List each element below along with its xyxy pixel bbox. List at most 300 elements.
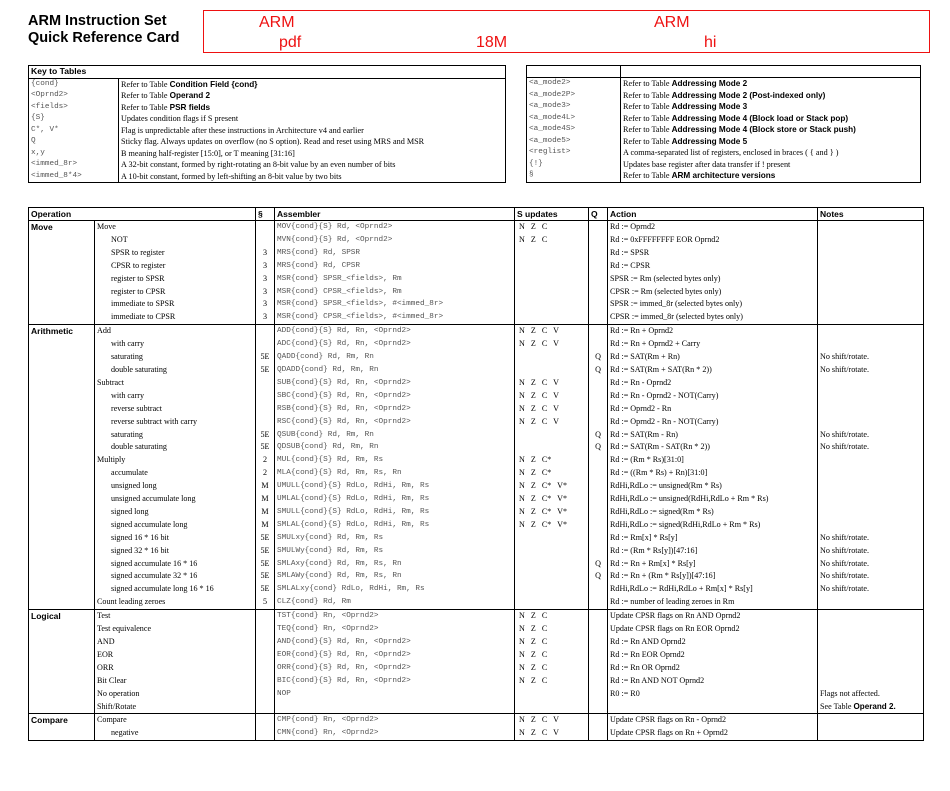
- operation-cell: SPSR to register: [95, 247, 256, 260]
- notes-cell: [818, 701, 924, 714]
- table-row: [29, 493, 924, 506]
- q-cell: [589, 480, 608, 493]
- q-cell: [589, 454, 608, 467]
- notes-text: No shift/rotate.: [820, 584, 870, 594]
- s-updates-cell: [515, 545, 589, 558]
- key-desc-text: Updates condition flags if S present: [121, 114, 239, 123]
- notes-cell: [818, 545, 924, 558]
- notes-cell: [818, 506, 924, 519]
- key-row: [29, 102, 506, 114]
- key-row: [527, 90, 921, 102]
- q-cell: [589, 298, 608, 311]
- action-cell: CPSR := Rm (selected bytes only): [608, 286, 818, 299]
- operation-cell: saturating: [95, 351, 256, 364]
- category-cell: Move: [29, 221, 95, 234]
- section-cell: 2: [256, 454, 275, 467]
- key-description: [119, 136, 506, 148]
- table-row: [29, 623, 924, 636]
- operation-cell: EOR: [95, 649, 256, 662]
- s-updates-cell: N Z C: [515, 649, 589, 662]
- key-desc-table-ref: Addressing Mode 5: [671, 136, 748, 146]
- assembler-cell: SMULxy{cond} Rd, Rm, Rs: [275, 532, 515, 545]
- key-description: [119, 78, 506, 90]
- section-cell: [256, 662, 275, 675]
- section-cell: [256, 727, 275, 740]
- action-cell: Rd := Oprnd2: [608, 221, 818, 234]
- s-updates-cell: N Z C: [515, 623, 589, 636]
- operation-cell: Move: [95, 221, 256, 234]
- q-cell: [589, 338, 608, 351]
- s-updates-cell: [515, 364, 589, 377]
- notes-text: See Table: [820, 701, 854, 711]
- table-row: [29, 377, 924, 390]
- action-cell: Rd := 0xFFFFFFFF EOR Oprnd2: [608, 234, 818, 247]
- notes-cell: [818, 493, 924, 506]
- assembler-cell: CLZ{cond} Rd, Rm: [275, 596, 515, 609]
- table-row: [29, 532, 924, 545]
- key-description: [119, 90, 506, 102]
- table-row: [29, 596, 924, 609]
- category-cell: [29, 441, 95, 454]
- key-desc-text: Refer to Table: [623, 79, 672, 88]
- s-updates-cell: N Z C V: [515, 714, 589, 727]
- notes-cell: [818, 273, 924, 286]
- key-symbol: <a_mode3>: [527, 101, 621, 113]
- assembler-cell: CMP{cond} Rn, <Oprnd2>: [275, 714, 515, 727]
- notes-cell: [818, 480, 924, 493]
- notes-cell: [818, 351, 924, 364]
- s-updates-cell: [515, 570, 589, 583]
- assembler-cell: ORR{cond}{S} Rd, Rn, <Oprnd2>: [275, 662, 515, 675]
- s-updates-cell: N Z C: [515, 221, 589, 234]
- category-cell: [29, 351, 95, 364]
- q-cell: [589, 649, 608, 662]
- q-cell: Q: [589, 558, 608, 571]
- assembler-cell: MRS{cond} Rd, CPSR: [275, 260, 515, 273]
- category-cell: [29, 403, 95, 416]
- q-cell: [589, 596, 608, 609]
- notes-text: No shift/rotate.: [820, 571, 870, 581]
- q-cell: [589, 623, 608, 636]
- table-row: [29, 273, 924, 286]
- table-row: [29, 662, 924, 675]
- header-s-updates: S updates: [515, 208, 589, 221]
- table-row: [29, 467, 924, 480]
- notes-cell: [818, 636, 924, 649]
- notes-cell: [818, 727, 924, 740]
- key-description: [119, 125, 506, 137]
- assembler-cell: MOV{cond}{S} Rd, <Oprnd2>: [275, 221, 515, 234]
- action-cell: Rd := SAT(Rm + SAT(Rn * 2)): [608, 364, 818, 377]
- key-desc-text: Refer to Table: [623, 90, 672, 100]
- red-banner: [203, 10, 930, 53]
- operation-cell: No operation: [95, 688, 256, 701]
- key-desc-text: Flag is unpredictable after these instructions in Architecture v4 and earlier: [121, 125, 364, 135]
- section-cell: [256, 416, 275, 429]
- notes-cell: [818, 377, 924, 390]
- s-updates-cell: [515, 351, 589, 364]
- key-symbol: <immed_8*4>: [29, 171, 119, 183]
- title-line-1: ARM Instruction Set: [28, 13, 167, 29]
- category-cell: [29, 338, 95, 351]
- key-desc-table-ref: Addressing Mode 4 (Block store or Stack push): [671, 125, 856, 134]
- key-desc-text: Refer to Table: [121, 91, 170, 100]
- key-symbol: C*, V*: [29, 125, 119, 137]
- s-updates-cell: N Z C: [515, 234, 589, 247]
- q-cell: [589, 688, 608, 701]
- notes-text: No shift/rotate.: [820, 442, 870, 452]
- table-row: [29, 545, 924, 558]
- assembler-cell: SMULL{cond}{S} RdLo, RdHi, Rm, Rs: [275, 506, 515, 519]
- q-cell: [589, 467, 608, 480]
- assembler-cell: QADD{cond} Rd, Rm, Rn: [275, 351, 515, 364]
- notes-table-ref: Operand 2.: [853, 701, 896, 711]
- title-line-2: Quick Reference Card: [28, 30, 180, 46]
- table-row: [29, 416, 924, 429]
- q-cell: [589, 234, 608, 247]
- operation-cell: register to CPSR: [95, 286, 256, 299]
- action-cell: Update CPSR flags on Rn EOR Oprnd2: [608, 623, 818, 636]
- section-cell: M: [256, 480, 275, 493]
- key-desc-text: Refer to Table: [121, 79, 170, 89]
- key-symbol: <a_mode4L>: [527, 113, 621, 125]
- key-desc-text: B meaning half-register [15:0], or T meaning [31:16]: [121, 148, 295, 158]
- s-updates-cell: [515, 247, 589, 260]
- key-table-right: [526, 65, 921, 183]
- assembler-cell: AND{cond}{S} Rd, Rn, <Oprnd2>: [275, 636, 515, 649]
- operation-cell: reverse subtract: [95, 403, 256, 416]
- section-cell: [256, 714, 275, 727]
- assembler-cell: UMLAL{cond}{S} RdLo, RdHi, Rm, Rs: [275, 493, 515, 506]
- action-cell: RdHi,RdLo := signed(RdHi,RdLo + Rm * Rs): [608, 519, 818, 532]
- q-cell: [589, 247, 608, 260]
- section-cell: [256, 649, 275, 662]
- header-notes: Notes: [818, 208, 924, 221]
- assembler-cell: BIC{cond}{S} Rd, Rn, <Oprnd2>: [275, 675, 515, 688]
- key-row: [527, 101, 921, 113]
- key-desc-table-ref: PSR fields: [169, 102, 211, 112]
- operation-cell: immediate to SPSR: [95, 298, 256, 311]
- s-updates-cell: N Z C*: [515, 454, 589, 467]
- category-cell: [29, 311, 95, 324]
- notes-cell: [818, 429, 924, 442]
- banner-word-3: pdf: [279, 34, 302, 51]
- category-cell: [29, 429, 95, 442]
- notes-cell: [818, 675, 924, 688]
- category-cell: [29, 662, 95, 675]
- table-row: [29, 636, 924, 649]
- table-row: [29, 311, 924, 324]
- assembler-cell: MUL{cond}{S} Rd, Rm, Rs: [275, 454, 515, 467]
- key-desc-table-ref: Addressing Mode 3: [671, 102, 748, 111]
- assembler-cell: SUB{cond}{S} Rd, Rn, <Oprnd2>: [275, 377, 515, 390]
- action-cell: Rd := Rn AND Oprnd2: [608, 636, 818, 649]
- section-cell: 3: [256, 247, 275, 260]
- action-cell: Rd := (Rm * Rs)[31:0]: [608, 454, 818, 467]
- operation-cell: AND: [95, 636, 256, 649]
- section-cell: M: [256, 506, 275, 519]
- assembler-cell: TST{cond} Rn, <Oprnd2>: [275, 610, 515, 623]
- action-cell: Update CPSR flags on Rn + Oprnd2: [608, 727, 818, 740]
- notes-cell: [818, 596, 924, 609]
- s-updates-cell: N Z C V: [515, 390, 589, 403]
- action-cell: Update CPSR flags on Rn AND Oprnd2: [608, 610, 818, 623]
- key-symbol: <Oprnd2>: [29, 90, 119, 102]
- q-cell: [589, 506, 608, 519]
- notes-cell: [818, 298, 924, 311]
- key-row: [527, 159, 921, 171]
- operation-cell: Compare: [95, 714, 256, 727]
- key-symbol: §: [527, 170, 621, 182]
- action-cell: Rd := Rn OR Oprnd2: [608, 662, 818, 675]
- assembler-cell: EOR{cond}{S} Rd, Rn, <Oprnd2>: [275, 649, 515, 662]
- key-symbol: {cond}: [29, 78, 119, 90]
- operation-cell: Shift/Rotate: [95, 701, 256, 714]
- table-row: [29, 727, 924, 740]
- table-row: [29, 454, 924, 467]
- section-cell: 3: [256, 286, 275, 299]
- assembler-cell: RSB{cond}{S} Rd, Rn, <Oprnd2>: [275, 403, 515, 416]
- q-cell: [589, 714, 608, 727]
- action-cell: Rd := (Rm * Rs[y])[47:16]: [608, 545, 818, 558]
- key-row: [527, 136, 921, 148]
- category-cell: [29, 688, 95, 701]
- key-desc-text: Refer to Table: [623, 102, 672, 111]
- key-desc-text: A comma-separated list of registers, enclosed in braces ( { and } ): [623, 148, 839, 157]
- category-cell: [29, 298, 95, 311]
- s-updates-cell: N Z C: [515, 675, 589, 688]
- key-row: [527, 124, 921, 136]
- section-cell: M: [256, 519, 275, 532]
- category-cell: [29, 545, 95, 558]
- action-cell: Rd := CPSR: [608, 260, 818, 273]
- table-row: [29, 701, 924, 714]
- table-row: [29, 570, 924, 583]
- q-cell: [589, 545, 608, 558]
- category-cell: [29, 454, 95, 467]
- action-cell: Rd := ((Rm * Rs) + Rn)[31:0]: [608, 467, 818, 480]
- s-updates-cell: N Z C: [515, 636, 589, 649]
- table-row: [29, 325, 924, 338]
- card-title: [28, 13, 180, 47]
- assembler-cell: MSR{cond} SPSR_<fields>, #<immed_8r>: [275, 298, 515, 311]
- q-cell: [589, 390, 608, 403]
- operation-cell: Count leading zeroes: [95, 596, 256, 609]
- notes-cell: [818, 364, 924, 377]
- action-cell: RdHi,RdLo := unsigned(Rm * Rs): [608, 480, 818, 493]
- s-updates-cell: [515, 701, 589, 714]
- assembler-cell: MSR{cond} CPSR_<fields>, #<immed_8r>: [275, 311, 515, 324]
- action-cell: Update CPSR flags on Rn - Oprnd2: [608, 714, 818, 727]
- operation-cell: Bit Clear: [95, 675, 256, 688]
- action-cell: Rd := Rn - Oprnd2 - NOT(Carry): [608, 390, 818, 403]
- section-cell: 5E: [256, 441, 275, 454]
- notes-cell: [818, 441, 924, 454]
- section-cell: [256, 675, 275, 688]
- operation-cell: register to SPSR: [95, 273, 256, 286]
- table-row: [29, 649, 924, 662]
- q-cell: [589, 519, 608, 532]
- key-row: [527, 170, 921, 182]
- q-cell: [589, 260, 608, 273]
- key-symbol: {S}: [29, 113, 119, 125]
- category-cell: [29, 247, 95, 260]
- key-desc-text: A 10-bit constant, formed by left-shifting an 8-bit value by two bits: [121, 171, 342, 181]
- key-desc-text: Refer to Table: [121, 102, 170, 112]
- action-cell: Rd := SAT(Rm + Rn): [608, 351, 818, 364]
- section-cell: 5E: [256, 570, 275, 583]
- section-cell: [256, 403, 275, 416]
- table-row: [29, 583, 924, 596]
- section-cell: 3: [256, 273, 275, 286]
- q-cell: Q: [589, 364, 608, 377]
- assembler-cell: SMLAWy{cond} Rd, Rm, Rs, Rn: [275, 570, 515, 583]
- operation-cell: signed accumulate 32 * 16: [95, 570, 256, 583]
- q-cell: Q: [589, 351, 608, 364]
- q-cell: [589, 701, 608, 714]
- operation-cell: Test equivalence: [95, 623, 256, 636]
- key-description: [621, 170, 921, 182]
- assembler-cell: ADC{cond}{S} Rd, Rn, <Oprnd2>: [275, 338, 515, 351]
- operation-cell: Test: [95, 610, 256, 623]
- category-cell: [29, 480, 95, 493]
- action-cell: SPSR := immed_8r (selected bytes only): [608, 298, 818, 311]
- table-row: [29, 234, 924, 247]
- assembler-cell: NOP: [275, 688, 515, 701]
- key-description: [119, 159, 506, 171]
- s-updates-cell: [515, 688, 589, 701]
- operation-cell: with carry: [95, 338, 256, 351]
- notes-cell: [818, 311, 924, 324]
- notes-cell: [818, 325, 924, 338]
- notes-cell: [818, 467, 924, 480]
- key-symbol: x,y: [29, 148, 119, 160]
- assembler-cell: MVN{cond}{S} Rd, <Oprnd2>: [275, 234, 515, 247]
- operation-cell: signed accumulate long: [95, 519, 256, 532]
- assembler-cell: UMULL{cond}{S} RdLo, RdHi, Rm, Rs: [275, 480, 515, 493]
- key-description: [621, 101, 921, 113]
- notes-cell: [818, 662, 924, 675]
- category-cell: [29, 636, 95, 649]
- action-cell: Rd := Rn + Oprnd2 + Carry: [608, 338, 818, 351]
- section-cell: [256, 221, 275, 234]
- notes-text: No shift/rotate.: [820, 558, 870, 568]
- action-cell: Rd := SAT(Rm - SAT(Rn * 2)): [608, 441, 818, 454]
- s-updates-cell: [515, 441, 589, 454]
- key-symbol: <a_mode4S>: [527, 124, 621, 136]
- key-heading: Key to Tables: [29, 66, 506, 79]
- operation-cell: signed 16 * 16 bit: [95, 532, 256, 545]
- q-cell: Q: [589, 570, 608, 583]
- notes-cell: [818, 234, 924, 247]
- action-cell: Rd := Rm[x] * Rs[y]: [608, 532, 818, 545]
- category-cell: [29, 506, 95, 519]
- key-description: [119, 102, 506, 114]
- header-row: [29, 208, 924, 221]
- section-cell: 5E: [256, 429, 275, 442]
- category-cell: [29, 416, 95, 429]
- category-cell: [29, 260, 95, 273]
- table-row: [29, 506, 924, 519]
- s-updates-cell: N Z C V: [515, 377, 589, 390]
- category-cell: [29, 727, 95, 740]
- category-cell: [29, 532, 95, 545]
- s-updates-cell: [515, 286, 589, 299]
- section-cell: 2: [256, 467, 275, 480]
- operation-cell: Add: [95, 325, 256, 338]
- assembler-cell: SBC{cond}{S} Rd, Rn, <Oprnd2>: [275, 390, 515, 403]
- assembler-cell: SMLAxy{cond} Rd, Rm, Rs, Rn: [275, 558, 515, 571]
- category-cell: Logical: [29, 610, 95, 623]
- notes-cell: [818, 416, 924, 429]
- action-cell: Rd := SAT(Rm - Rn): [608, 429, 818, 442]
- key-description: [119, 148, 506, 160]
- operation-cell: signed long: [95, 506, 256, 519]
- section-cell: [256, 623, 275, 636]
- key-symbol: <reglist>: [527, 147, 621, 159]
- section-cell: [256, 377, 275, 390]
- table-row: [29, 338, 924, 351]
- banner-word-2: ARM: [654, 14, 690, 31]
- assembler-cell: MSR{cond} CPSR_<fields>, Rm: [275, 286, 515, 299]
- category-cell: Compare: [29, 714, 95, 727]
- action-cell: Rd := Rn EOR Oprnd2: [608, 649, 818, 662]
- assembler-cell: RSC{cond}{S} Rd, Rn, <Oprnd2>: [275, 416, 515, 429]
- q-cell: [589, 675, 608, 688]
- s-updates-cell: N Z C V: [515, 727, 589, 740]
- operation-cell: unsigned long: [95, 480, 256, 493]
- header-assembler: Assembler: [275, 208, 515, 221]
- category-cell: [29, 701, 95, 714]
- table-row: [29, 519, 924, 532]
- q-cell: [589, 221, 608, 234]
- action-cell: Rd := number of leading zeroes in Rm: [608, 596, 818, 609]
- s-updates-cell: N Z C V: [515, 338, 589, 351]
- assembler-cell: SMLALxy{cond} RdLo, RdHi, Rm, Rs: [275, 583, 515, 596]
- action-cell: [608, 701, 818, 714]
- assembler-cell: SMULWy{cond} Rd, Rm, Rs: [275, 545, 515, 558]
- s-updates-cell: N Z C V: [515, 325, 589, 338]
- banner-word-5: hi: [704, 34, 717, 51]
- category-cell: [29, 596, 95, 609]
- category-cell: [29, 234, 95, 247]
- section-cell: M: [256, 493, 275, 506]
- banner-word-4: 18M: [476, 34, 508, 51]
- key-row: [527, 113, 921, 125]
- key-symbol: <a_mode2>: [527, 78, 621, 90]
- key-row: [29, 136, 506, 148]
- s-updates-cell: [515, 596, 589, 609]
- notes-text: No shift/rotate.: [820, 364, 870, 374]
- operation-cell: negative: [95, 727, 256, 740]
- key-desc-text: Updates base register after data transfer if ! present: [623, 159, 791, 169]
- section-cell: 5E: [256, 558, 275, 571]
- section-cell: [256, 390, 275, 403]
- key-desc-text: Sticky flag. Always updates on overflow (no S option). Read and reset using MRS and MSR: [121, 137, 425, 146]
- table-row: [29, 403, 924, 416]
- key-symbol: <fields>: [29, 102, 119, 114]
- operation-cell: Subtract: [95, 377, 256, 390]
- key-description: [621, 113, 921, 125]
- notes-cell: [818, 558, 924, 571]
- section-cell: 5E: [256, 545, 275, 558]
- key-desc-text: Refer to Table: [623, 113, 672, 123]
- notes-cell: [818, 247, 924, 260]
- q-cell: [589, 532, 608, 545]
- action-cell: Rd := Rn + Rm[x] * Rs[y]: [608, 558, 818, 571]
- notes-cell: [818, 338, 924, 351]
- s-updates-cell: N Z C* V*: [515, 506, 589, 519]
